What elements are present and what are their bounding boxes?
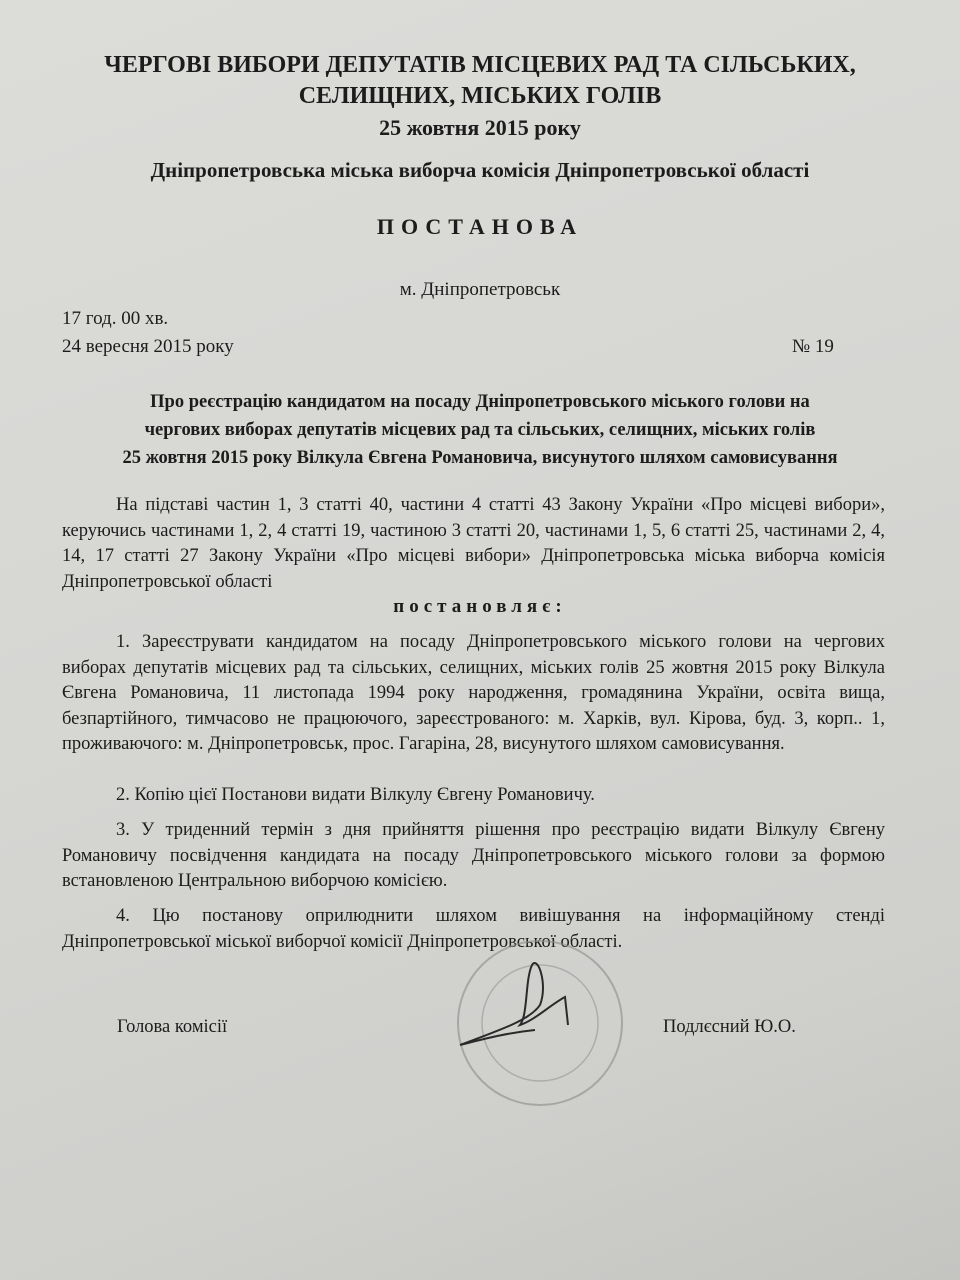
title-date: 25 жовтня 2015 року (379, 115, 581, 140)
item-3: 3. У триденний термін з дня прийняття рішення про реєстрацію видати Вілкулу Євгену Романовичу посвідчення кандидата на посаду Дніпропетровського міського голови за формою встановленою Центральною виборчою комісією. (62, 820, 885, 891)
decree-word: постановляє: (393, 596, 567, 617)
city: м. Дніпропетровськ (399, 279, 561, 300)
title-line-1: ЧЕРГОВІ ВИБОРИ ДЕПУТАТІВ МІСЦЕВИХ РАД ТА СІЛЬСЬКИХ, (104, 52, 856, 78)
heading-line-3: 25 жовтня 2015 року Вілкула Євгена Романовича, висунутого шляхом самовисування (122, 448, 838, 468)
heading-line-2: чергових виборах депутатів місцевих рад та сільських, селищних, міських голів (144, 420, 816, 440)
item-2: 2. Копію цієї Постанови видати Вілкулу Євгену Романовичу. (116, 785, 595, 805)
document-number: № 19 (792, 336, 834, 357)
official-stamp-icon (440, 935, 640, 1110)
title-line-2: СЕЛИЩНИХ, МІСЬКИХ ГОЛІВ (298, 83, 662, 109)
signatory-role: Голова комісії (117, 1017, 228, 1037)
election-title (0, 50, 960, 143)
heading-line-1: Про реєстрацію кандидатом на посаду Дніпропетровського міського голови на (150, 392, 810, 412)
preamble: На підставі частин 1, 3 статті 40, частини 4 статті 43 Закону України «Про місцеві вибори», керуючись частинами 1, 2, 4 статті 19, частиною 3 статті 20, частинами 1, 5, 6 статті 25, частинами 2, 4, 14, 17 статті 27 Закону України «Про місцеві вибори» Дніпропетровська міська виборча комісія Дніпропетровської області (62, 495, 885, 592)
item-1: 1. Зареєструвати кандидатом на посаду Дніпропетровського міського голови на чергових виборах депутатів місцевих рад та сільських, селищних, міських голів 25 жовтня 2015 року Вілкула Євгена Романовича, 11 листопада 1994 року народження, громадянина України, освіта вища, безпартійного, тимчасово не працюючого, зареєстрованого: м. Харків, вул. Кірова, буд. 3, корп.. 1, проживаючого: м. Дніпропетровськ, прос. Гагаріна, 28, висунутого шляхом самовисування. (62, 632, 885, 754)
signature-icon (460, 963, 568, 1045)
document-type: ПОСТАНОВА (376, 214, 584, 239)
item-4: 4. Цю постанову оприлюднити шляхом вивішування на інформаційному стенді Дніпропетровської міської виборчої комісії Дніпропетровської області. (62, 906, 885, 952)
resolution-heading (60, 388, 900, 472)
date: 24 вересня 2015 року (62, 336, 234, 357)
time: 17 год. 00 хв. (62, 308, 169, 329)
commission-name: Дніпропетровська міська виборча комісія Дніпропетровської області (150, 158, 810, 182)
signatory-name: Подлєсний Ю.О. (663, 1017, 796, 1037)
